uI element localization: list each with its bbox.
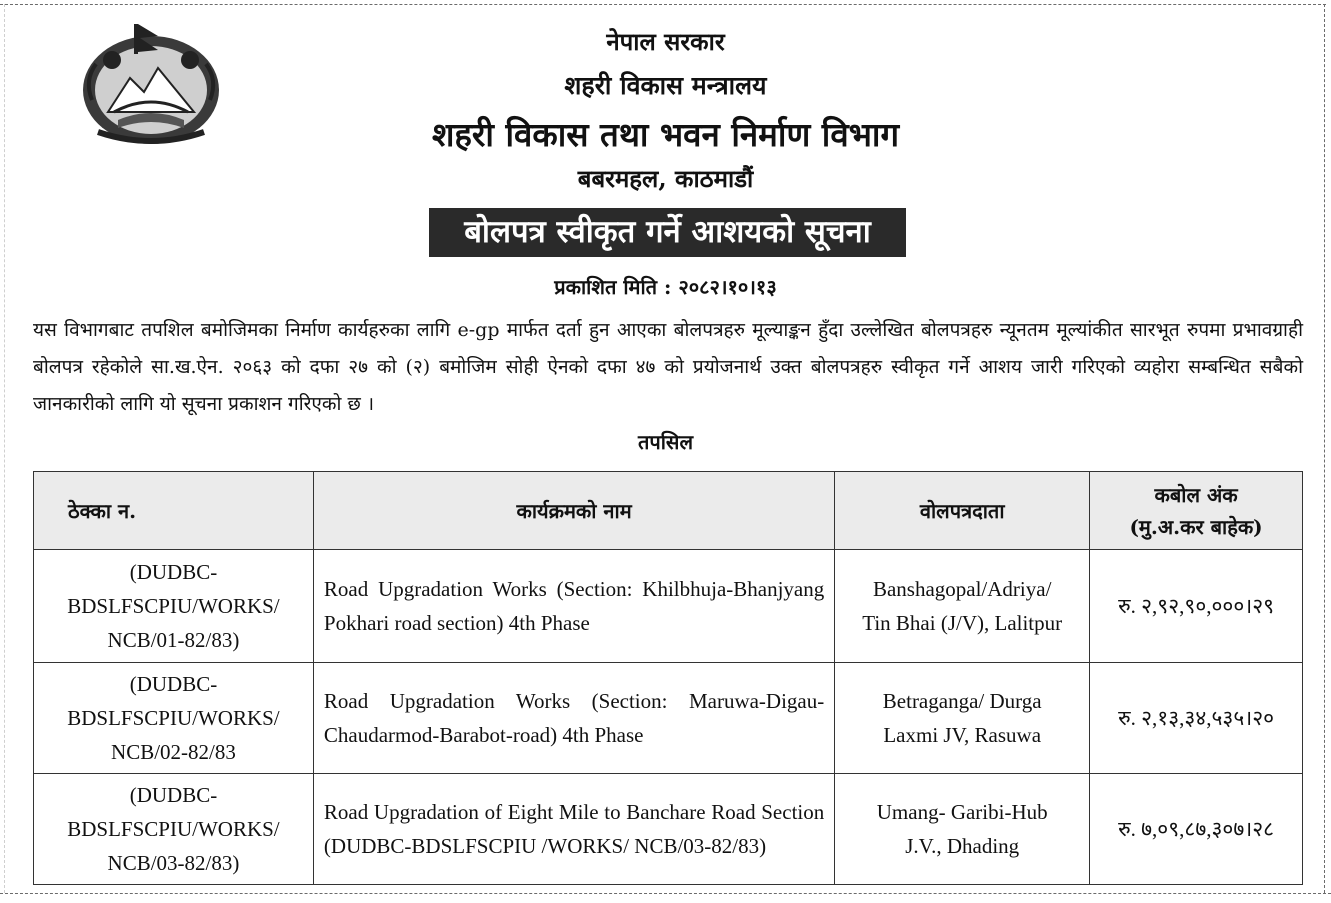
amount-cell: रु. ७,०९,८७,३०७।२८ <box>1090 774 1303 885</box>
department-address: बबरमहल, काठमाडौं <box>577 164 754 193</box>
program-name-cell: Road Upgradation Works (Section: Maruwa-Digau-Chaudarmod-Barabot-road) 4th Phase <box>313 663 834 774</box>
bidder-line: Tin Bhai (J/V), Lalitpur <box>862 611 1063 635</box>
bidder-cell <box>835 774 1090 885</box>
bidder-cell <box>835 663 1090 774</box>
header-program-name: कार्यक्रमको नाम <box>313 472 834 550</box>
contract-no-line: NCB/03-82/83) <box>107 851 240 875</box>
tender-table <box>33 471 1303 885</box>
government-name: नेपाल सरकार <box>606 27 725 56</box>
contract-no-cell <box>34 663 314 774</box>
contract-no-line: NCB/01-82/83) <box>107 628 240 652</box>
header-amount-line1: कबोल अंक <box>1154 482 1238 507</box>
notice-title: बोलपत्र स्वीकृत गर्ने आशयको सूचना <box>429 208 906 257</box>
header-contract-no: ठेक्का न. <box>34 472 314 550</box>
notice-body: यस विभागबाट तपशिल बमोजिमका निर्माण कार्यहरुका लागि e-gp मार्फत दर्ता हुन आएका बोलपत्रहरु मूल्याङ्कन हुँदा उल्लेखित बोलपत्रहरु न्यूनतम मूल्यांकीत सारभूत रुपमा प्रभावग्राही बोलपत्र रहेकोले सा.ख.ऐन. २०६३ को दफा २७ को (२) बमोजिम सोही ऐनको दफा ४७ को प्रयोजनार्थ उक्त बोलपत्रहरु स्वीकृत गर्ने आशय जारी गरिएको व्यहोरा सम्बन्धित सबैको जानकारीको लागि यो सूचना प्रकाशन गरिएको छ । <box>33 319 1303 415</box>
contract-no-line: NCB/02-82/83 <box>111 740 236 764</box>
table-row <box>34 774 1303 885</box>
bidder-line: Laxmi JV, Rasuwa <box>883 723 1042 747</box>
amount-cell: रु. २,९२,९०,०००।२९ <box>1090 550 1303 663</box>
header-amount-line2: (मु.अ.कर बाहेक) <box>1129 514 1263 539</box>
contract-no-line: BDSLFSCPIU/WORKS/ <box>67 594 280 618</box>
bidder-line: J.V., Dhading <box>905 834 1020 858</box>
crop-edge-bottom <box>0 893 1331 894</box>
table-header-row <box>34 472 1303 550</box>
header-amount <box>1090 472 1303 550</box>
contract-no-line: (DUDBC- <box>129 560 218 584</box>
ministry-name: शहरी विकास मन्त्रालय <box>564 71 767 100</box>
bidder-line: Betraganga/ Durga <box>882 689 1042 713</box>
contract-no-cell <box>34 774 314 885</box>
program-name-cell: Road Upgradation Works (Section: Khilbhuja-Bhanjyang Pokhari road section) 4th Phase <box>313 550 834 663</box>
contract-no-line: BDSLFSCPIU/WORKS/ <box>67 817 280 841</box>
program-name-cell: Road Upgradation of Eight Mile to Banchare Road Section (DUDBC-BDSLFSCPIU /WORKS/ NCB/03-82/83) <box>313 774 834 885</box>
contract-no-cell <box>34 550 314 663</box>
contract-no-line: (DUDBC- <box>129 672 218 696</box>
published-date: प्रकाशित मिति : २०८२।१०।१३ <box>554 275 777 299</box>
department-name: शहरी विकास तथा भवन निर्माण विभाग <box>431 115 900 154</box>
crop-edge-top <box>0 4 1326 5</box>
header-bidder: वोलपत्रदाता <box>835 472 1090 550</box>
contract-no-line: (DUDBC- <box>129 783 218 807</box>
details-heading: तपसिल <box>637 430 694 454</box>
bidder-line: Umang- Garibi-Hub <box>876 800 1048 824</box>
bidder-line: Banshagopal/Adriya/ <box>872 577 1052 601</box>
table-row <box>34 663 1303 774</box>
bidder-cell <box>835 550 1090 663</box>
contract-no-line: BDSLFSCPIU/WORKS/ <box>67 706 280 730</box>
table-row <box>34 550 1303 663</box>
amount-cell: रु. २,१३,३४,५३५।२० <box>1090 663 1303 774</box>
